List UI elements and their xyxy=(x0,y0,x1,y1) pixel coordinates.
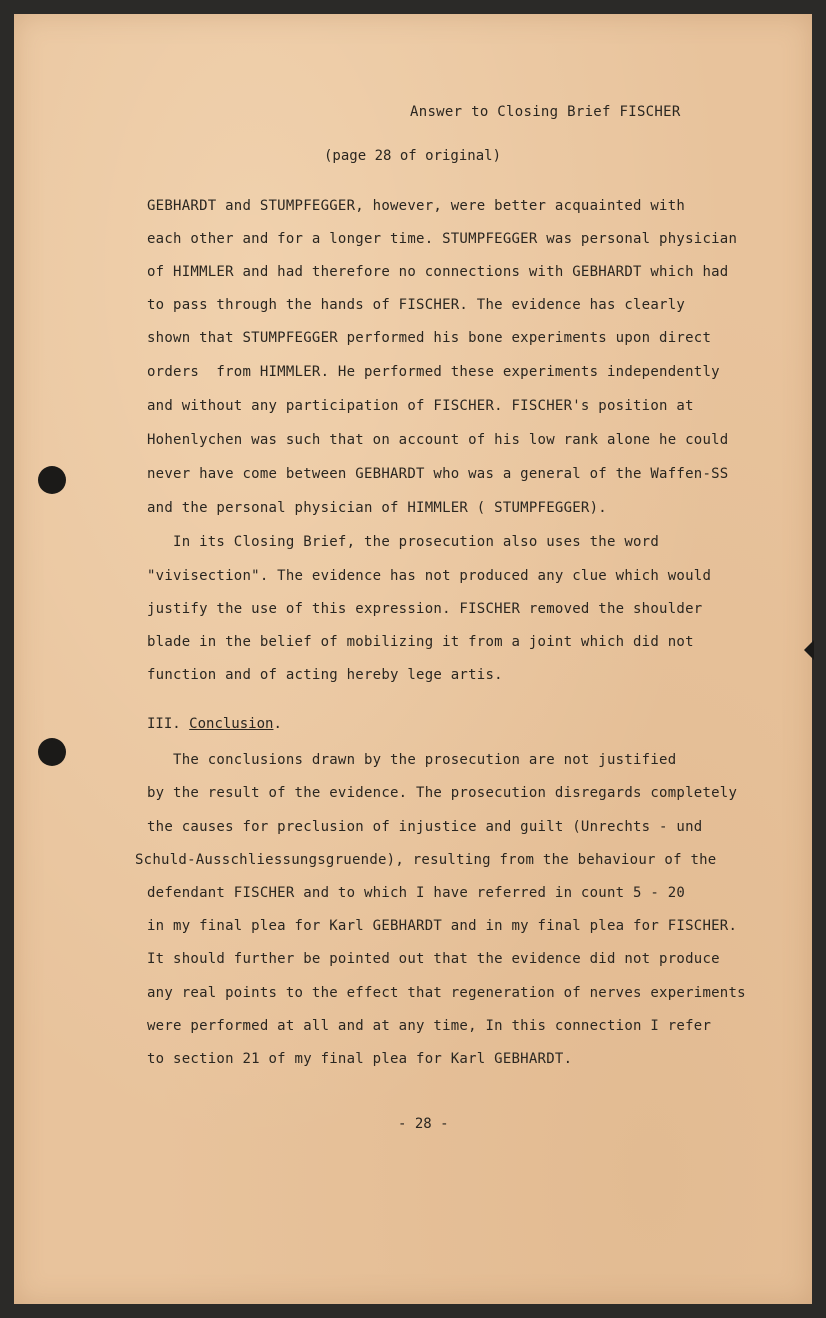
conclusion-line: were performed at all and at any time, In this connection I refer xyxy=(147,1018,712,1034)
section-heading xyxy=(147,716,282,732)
conclusion-line: defendant FISCHER and to which I have referred in count 5 - 20 xyxy=(147,885,686,901)
paragraph-line: of HIMMLER and had therefore no connections with GEBHARDT which had xyxy=(147,264,729,280)
conclusion-line: The conclusions drawn by the prosecution are not justified xyxy=(147,752,677,768)
paragraph-line: GEBHARDT and STUMPFEGGER, however, were better acquainted with xyxy=(147,198,686,214)
conclusion-line: any real points to the effect that regeneration of nerves experiments xyxy=(147,985,746,1001)
paragraph-line: orders from HIMMLER. He performed these experiments independently xyxy=(147,364,720,380)
paragraph-line: Hohenlychen was such that on account of his low rank alone he could xyxy=(147,432,729,448)
punch-hole-top xyxy=(38,466,66,494)
section-number: III. xyxy=(147,716,181,732)
paragraph-line: each other and for a longer time. STUMPFEGGER was personal physician xyxy=(147,231,738,247)
paragraph-line: blade in the belief of mobilizing it from a joint which did not xyxy=(147,634,694,650)
paragraph-line: to pass through the hands of FISCHER. The evidence has clearly xyxy=(147,297,686,313)
document-page xyxy=(14,14,812,1304)
paragraph-line: shown that STUMPFEGGER performed his bone experiments upon direct xyxy=(147,330,712,346)
conclusion-line: Schuld-Ausschliessungsgruende), resulting from the behaviour of the xyxy=(135,852,717,868)
page-edge-mark xyxy=(804,640,814,660)
paragraph-line: and the personal physician of HIMMLER ( STUMPFEGGER). xyxy=(147,500,607,516)
conclusion-line: It should further be pointed out that the evidence did not produce xyxy=(147,951,720,967)
conclusion-line: to section 21 of my final plea for Karl GEBHARDT. xyxy=(147,1051,573,1067)
paragraph-line: and without any participation of FISCHER. FISCHER's position at xyxy=(147,398,694,414)
document-header: Answer to Closing Brief FISCHER xyxy=(410,104,681,120)
paragraph-line: In its Closing Brief, the prosecution also uses the word xyxy=(147,534,660,550)
paragraph-line: "vivisection". The evidence has not produced any clue which would xyxy=(147,568,712,584)
section-suffix: . xyxy=(273,716,282,732)
original-page-reference: (page 28 of original) xyxy=(324,148,502,164)
page-number: - 28 - xyxy=(398,1116,449,1132)
conclusion-line: in my final plea for Karl GEBHARDT and in my final plea for FISCHER. xyxy=(147,918,738,934)
conclusion-line: by the result of the evidence. The prosecution disregards completely xyxy=(147,785,738,801)
paragraph-line: justify the use of this expression. FISCHER removed the shoulder xyxy=(147,601,703,617)
paragraph-line: never have come between GEBHARDT who was a general of the Waffen-SS xyxy=(147,466,729,482)
punch-hole-bottom xyxy=(38,738,66,766)
section-title: Conclusion xyxy=(189,716,274,732)
conclusion-line: the causes for preclusion of injustice and guilt (Unrechts - und xyxy=(147,819,703,835)
paragraph-line: function and of acting hereby lege artis. xyxy=(147,667,503,683)
